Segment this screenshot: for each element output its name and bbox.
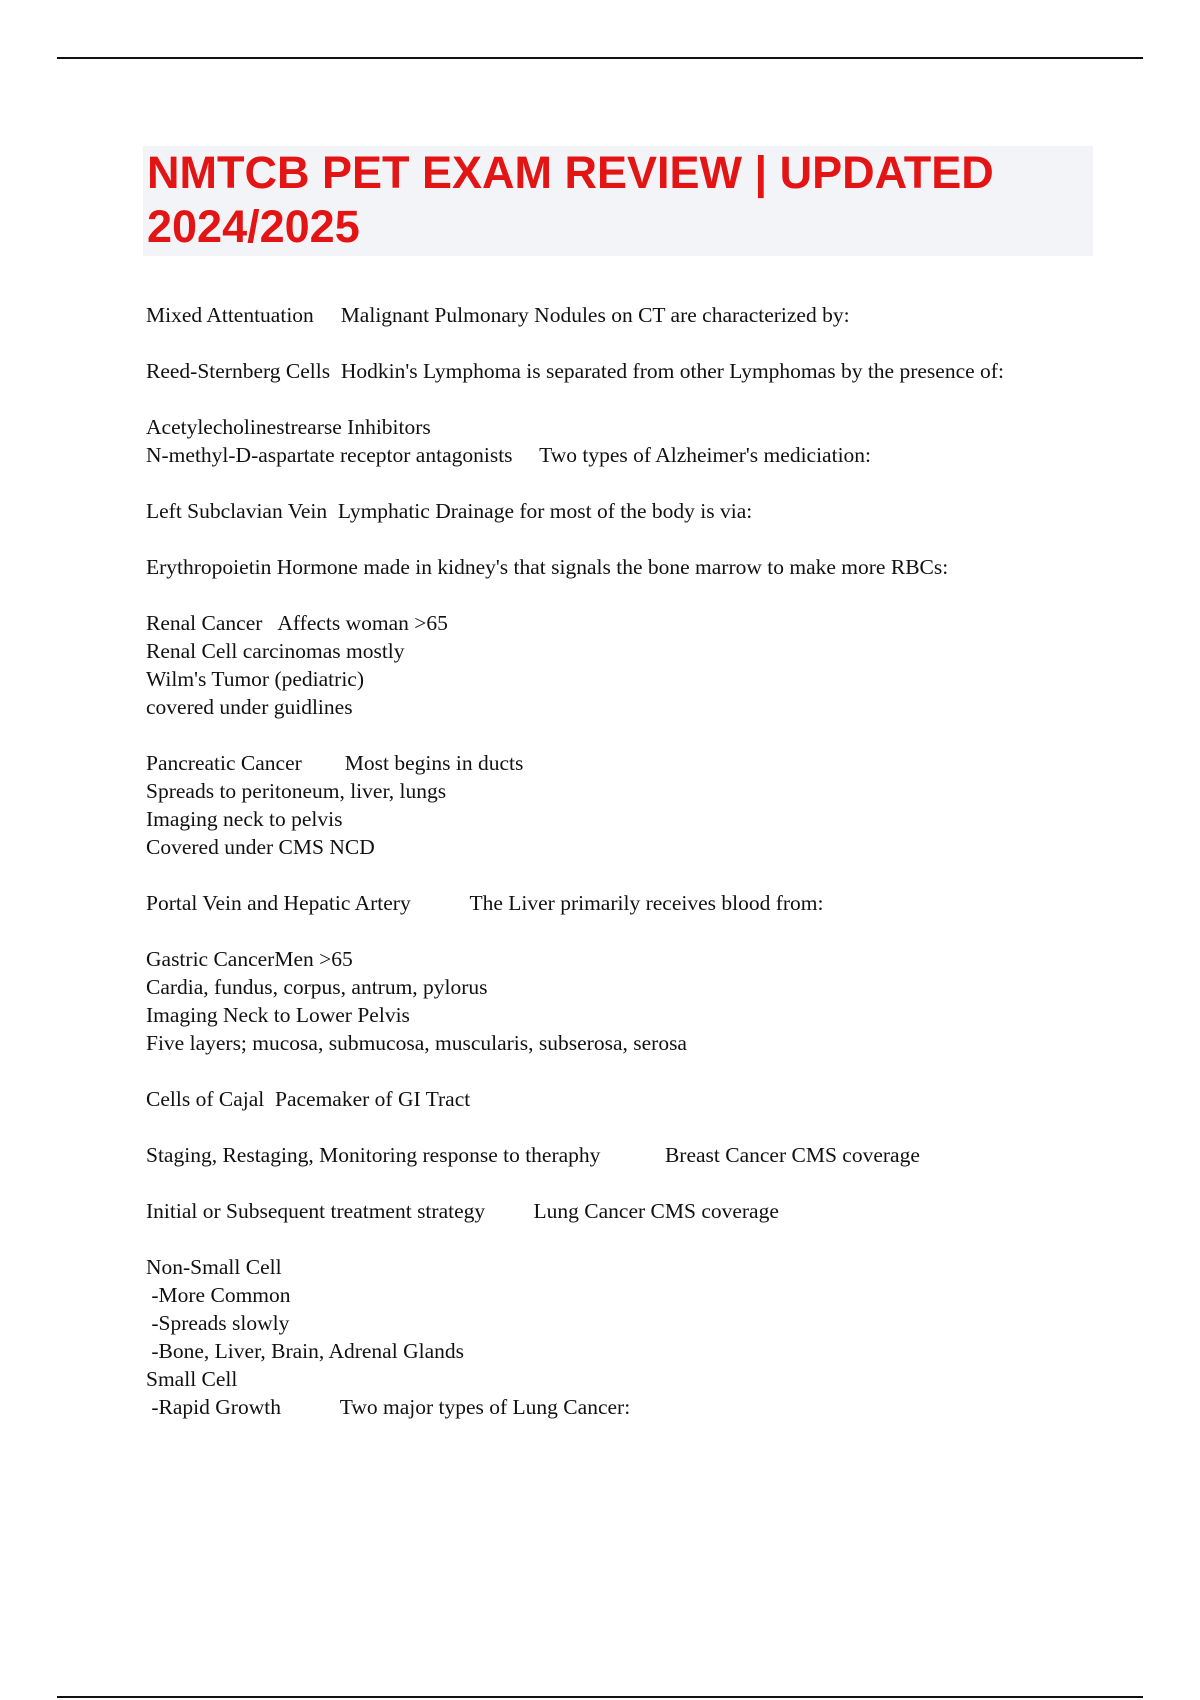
- flashcard: [146, 357, 1096, 385]
- card-definition: Lung Cancer CMS coverage: [533, 1199, 779, 1223]
- card-definition: Two major types of Lung Cancer:: [339, 1395, 631, 1419]
- flashcard: [146, 1253, 1096, 1421]
- card-definition: Lymphatic Drainage for most of the body is via:: [337, 499, 753, 523]
- flashcard: [146, 1197, 1096, 1225]
- card-definition: The Liver primarily receives blood from:: [469, 891, 824, 915]
- flashcard: [146, 749, 1096, 861]
- flashcard: [146, 1141, 1096, 1169]
- card-term: Cells of Cajal: [146, 1087, 265, 1111]
- card-term: Initial or Subsequent treatment strategy: [146, 1199, 486, 1223]
- document-title: NMTCB PET EXAM REVIEW | UPDATED 2024/2025: [147, 147, 994, 252]
- flashcard: [146, 889, 1096, 917]
- card-term: Pancreatic Cancer: [146, 751, 302, 775]
- flashcard: [146, 609, 1096, 721]
- card-term: Mixed Attentuation: [146, 303, 314, 327]
- card-definition: Hodkin's Lymphoma is separated from other Lymphomas by the presence of:: [340, 359, 1004, 383]
- flashcard: [146, 1085, 1096, 1113]
- card-definition: Breast Cancer CMS coverage: [664, 1143, 920, 1167]
- card-definition: Malignant Pulmonary Nodules on CT are characterized by:: [340, 303, 850, 327]
- card-term: Reed-Sternberg Cells: [146, 359, 331, 383]
- card-definition: Pacemaker of GI Tract: [274, 1087, 471, 1111]
- card-term: Gastric Cancer: [146, 947, 275, 971]
- flashcard: [146, 945, 1096, 1057]
- flashcard: [146, 413, 1096, 469]
- card-definition: Hormone made in kidney's that signals the bone marrow to make more RBCs:: [276, 555, 949, 579]
- card-definition: Most begins in ducts Spreads to peritoneum, liver, lungs Imaging neck to pelvis Covered under CMS NCD: [146, 751, 524, 859]
- flashcard-list: [146, 301, 1096, 1449]
- flashcard: [146, 301, 1096, 329]
- card-definition: Men >65 Cardia, fundus, corpus, antrum, pylorus Imaging Neck to Lower Pelvis Five layers; mucosa, submucosa, muscularis, subserosa, serosa: [146, 947, 687, 1055]
- bottom-rule: [57, 1696, 1143, 1698]
- card-term: Staging, Restaging, Monitoring response to theraphy: [146, 1143, 601, 1167]
- flashcard: [146, 497, 1096, 525]
- top-rule: [57, 57, 1143, 59]
- card-definition: Affects woman >65 Renal Cell carcinomas mostly Wilm's Tumor (pediatric) covered under guidlines: [146, 611, 448, 719]
- card-term: Left Subclavian Vein: [146, 499, 328, 523]
- card-definition: Two types of Alzheimer's mediciation:: [539, 443, 872, 467]
- flashcard: [146, 553, 1096, 581]
- card-term: Portal Vein and Hepatic Artery: [146, 891, 411, 915]
- card-term: Acetylecholinestrearse Inhibitors N-methyl-D-aspartate receptor antagonists: [146, 415, 513, 467]
- card-term: Non-Small Cell -More Common -Spreads slowly -Bone, Liver, Brain, Adrenal Glands Small Cell -Rapid Growth: [146, 1255, 464, 1419]
- card-term: Renal Cancer: [146, 611, 263, 635]
- card-term: Erythropoietin: [146, 555, 272, 579]
